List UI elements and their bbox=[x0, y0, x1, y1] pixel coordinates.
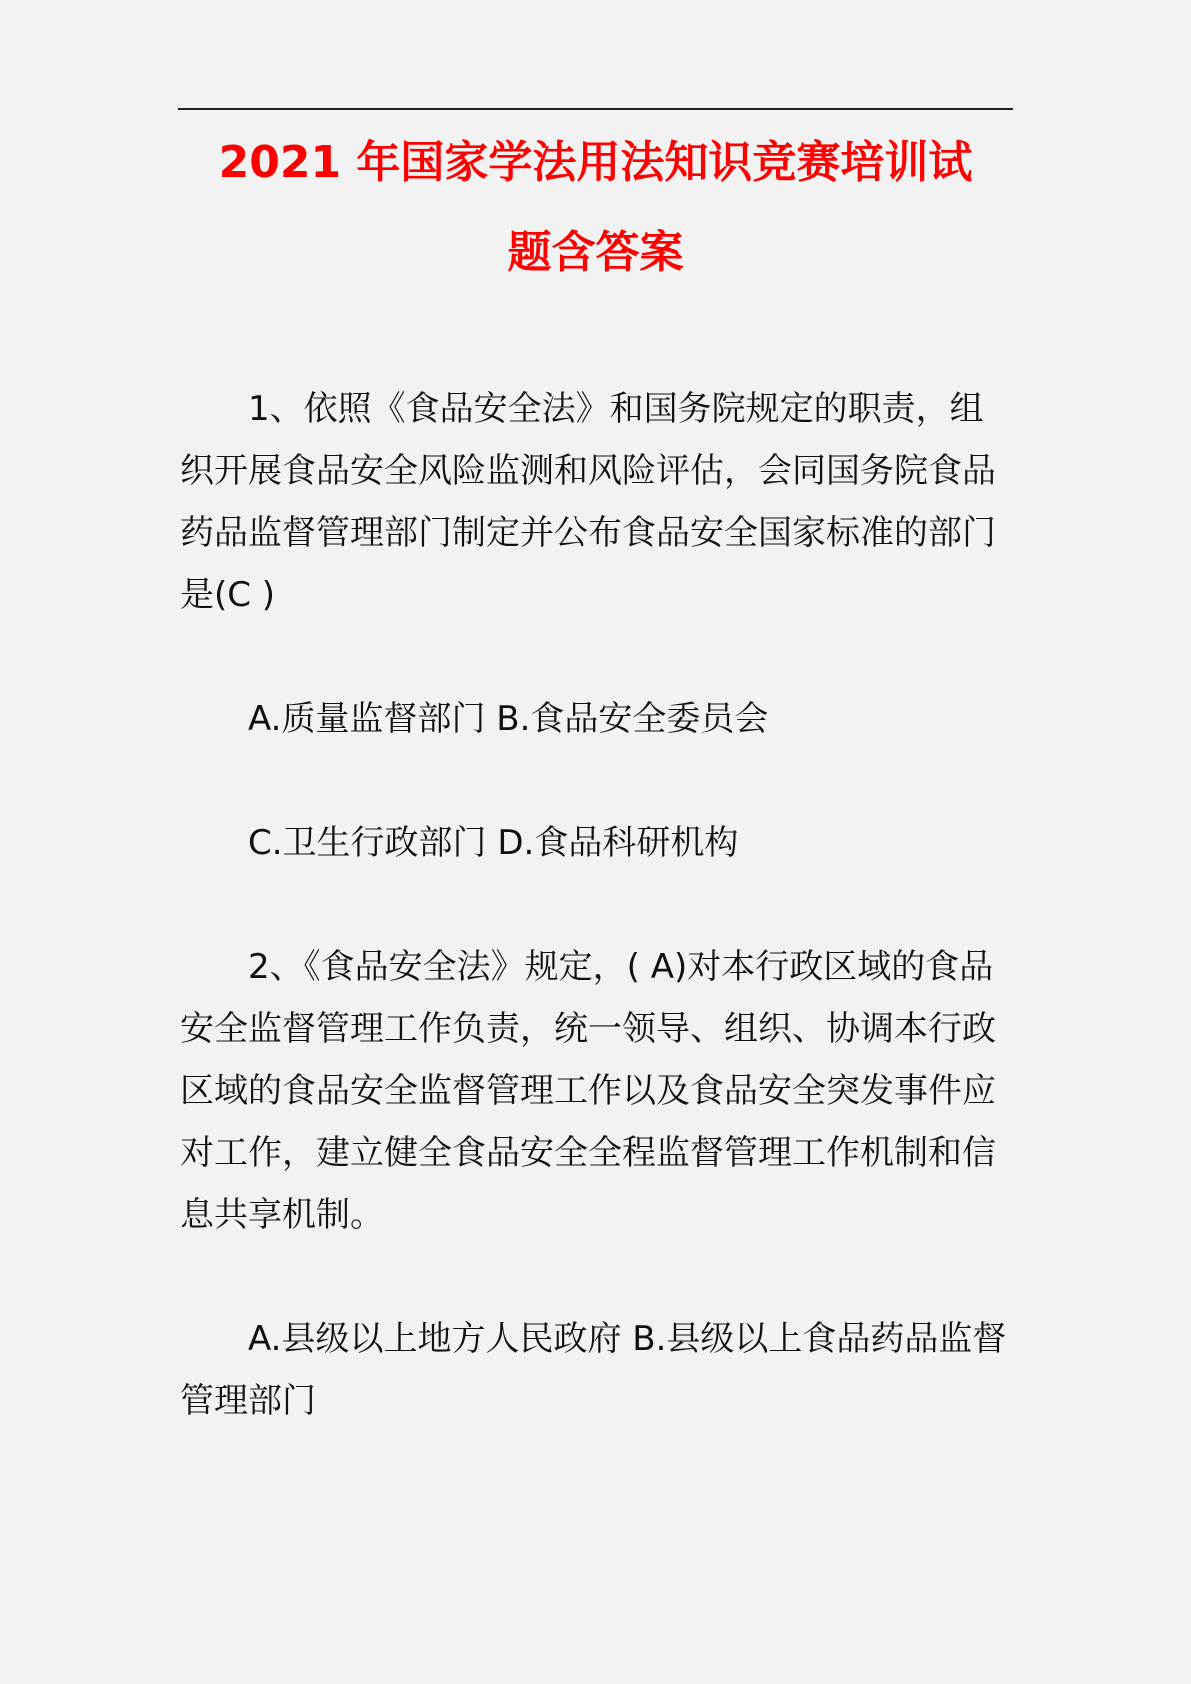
question-2: 2、《食品安全法》规定，( A)对本行政区域的食品安全监督管理工作负责，统一领导、组织、协调本行政区域的食品安全监督管理工作以及食品安全突发事件应对工作，建立健全食品安全全程监督管理工作机制和信息共享机制。 bbox=[180, 947, 996, 1235]
title-line-2: 题含答案 bbox=[507, 227, 684, 278]
question-1: 1、依照《食品安全法》和国务院规定的职责，组织开展食品安全风险监测和风险评估，会同国务院食品药品监督管理部门制定并公布食品安全国家标准的部门是(C ) bbox=[180, 389, 996, 615]
document-body bbox=[180, 378, 1012, 1432]
document-title bbox=[178, 118, 1013, 298]
question-1-options-ab: A.质量监督部门 B.食品安全委员会 bbox=[248, 699, 769, 739]
question-2-options-ab: A.县级以上地方人民政府 B.县级以上食品药品监督管理部门 bbox=[180, 1319, 1007, 1421]
title-line-1: 2021 年国家学法用法知识竞赛培训试 bbox=[218, 137, 973, 188]
question-1-options-cd: C.卫生行政部门 D.食品科研机构 bbox=[248, 823, 739, 863]
header-rule bbox=[178, 108, 1013, 110]
